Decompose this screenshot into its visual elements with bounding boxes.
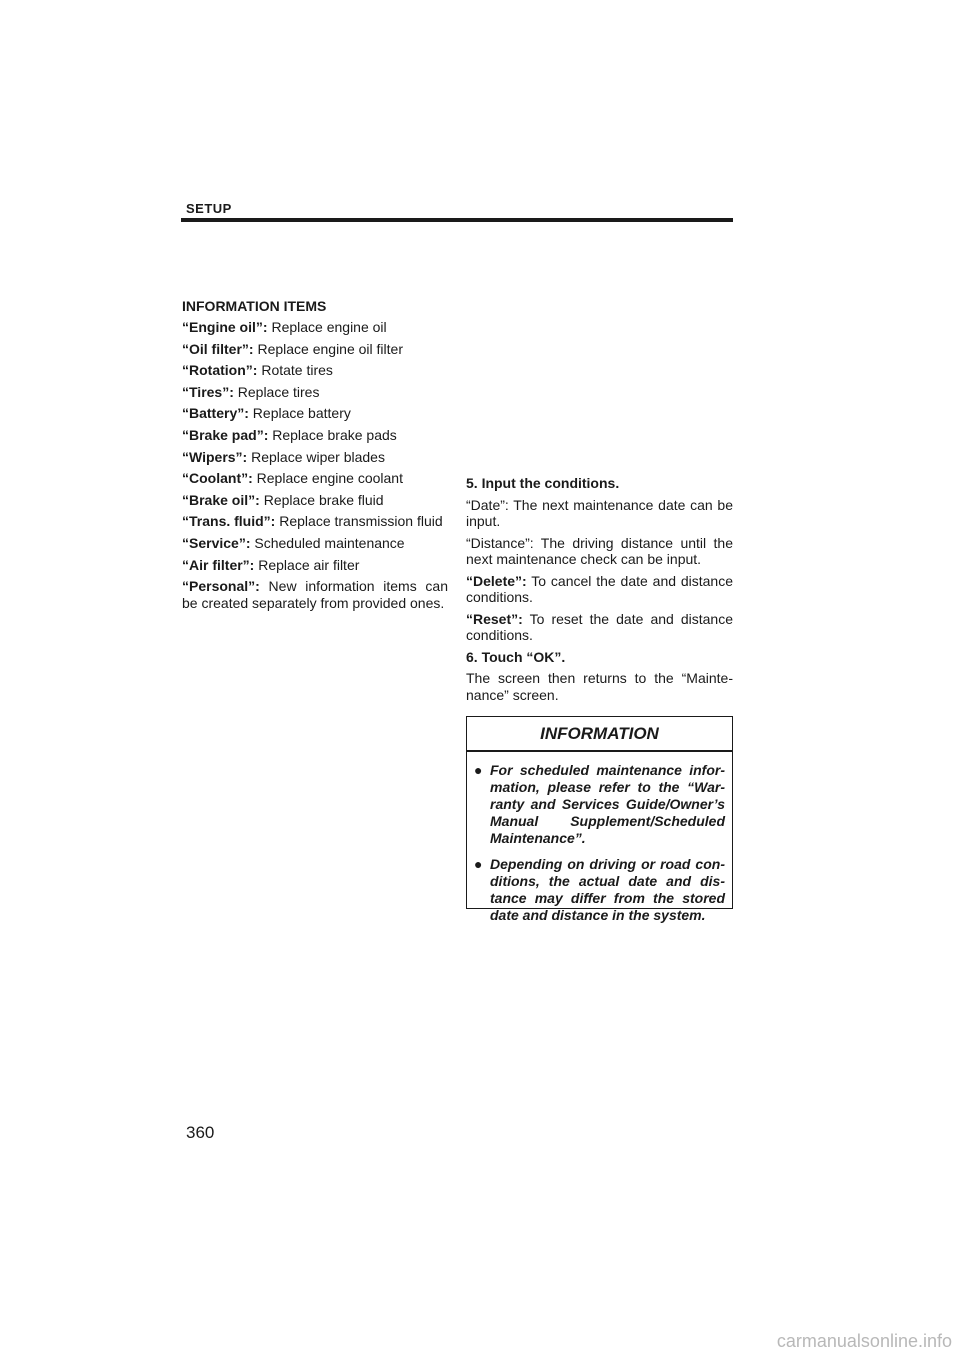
delete-key: “Delete”:	[466, 572, 527, 589]
watermark: carmanualsonline.info	[776, 1331, 952, 1351]
page-number: 360	[186, 1123, 215, 1142]
item-value: Replace brake fluid	[263, 491, 384, 508]
item-key: “Coolant”:	[182, 470, 253, 487]
item-value: Replace wiper blades	[251, 448, 385, 465]
item-key: “Oil filter”:	[182, 340, 254, 357]
list-item	[182, 492, 448, 509]
distance-description: “Distance”: The driving distance until the next maintenance check can be input.	[466, 534, 733, 567]
item-key: “Engine oil”:	[182, 319, 268, 335]
item-value: New information items can be created separately from provided ones.	[182, 578, 449, 612]
delete-description	[466, 573, 733, 606]
bullet-icon: ●	[474, 856, 483, 872]
list-item	[474, 762, 725, 847]
information-list	[467, 762, 732, 924]
list-item	[182, 449, 448, 466]
return-description: The screen then returns to the “Mainte-nance” screen.	[466, 670, 733, 703]
item-value: Replace transmission fluid	[279, 513, 443, 530]
item-key: “Personal”:	[182, 578, 260, 595]
list-item	[182, 384, 448, 401]
step-6-heading: 6. Touch “OK”.	[466, 648, 566, 665]
item-key: “Battery”:	[182, 405, 249, 422]
item-value: Replace battery	[252, 405, 351, 422]
item-key: “Air filter”:	[182, 556, 255, 573]
item-key: “Rotation”:	[182, 362, 258, 379]
information-rule	[467, 750, 732, 752]
item-value: Replace engine oil filter	[257, 340, 403, 357]
delete-text: To cancel the date and distance conditions.	[466, 572, 734, 605]
item-value: Replace air filter	[258, 556, 360, 573]
information-items-column	[182, 298, 448, 617]
information-items-heading: INFORMATION ITEMS	[182, 298, 327, 314]
item-value: Replace engine oil	[271, 319, 387, 335]
header-rule	[181, 218, 733, 222]
item-key: “Trans. fluid”:	[182, 513, 276, 530]
list-item	[182, 470, 448, 487]
step-5-heading: 5. Input the conditions.	[466, 475, 620, 491]
reset-text: To reset the date and distance conditions.	[466, 610, 734, 643]
item-value: Replace brake pads	[272, 426, 397, 443]
list-item	[182, 341, 448, 358]
item-value: Scheduled maintenance	[254, 534, 405, 551]
section-header: SETUP	[186, 201, 232, 216]
item-value: Rotate tires	[261, 362, 333, 379]
date-description: “Date”: The next maintenance date can be input.	[466, 496, 733, 529]
item-key: “Brake pad”:	[182, 426, 269, 443]
list-item	[182, 557, 448, 574]
item-key: “Brake oil”:	[182, 491, 260, 508]
item-value: Replace engine coolant	[256, 470, 403, 487]
list-item	[182, 362, 448, 379]
item-key: “Tires”:	[182, 383, 234, 400]
item-key: “Service”:	[182, 534, 251, 551]
instructions-column	[466, 475, 733, 708]
list-item	[182, 513, 448, 530]
information-title: INFORMATION	[540, 724, 659, 743]
reset-key: “Reset”:	[466, 610, 523, 627]
list-item	[182, 578, 448, 612]
information-text: For scheduled maintenance infor-mation, please refer to the “War-ranty and Services Guide/Owner’s Manual Supplement/Scheduled Maintenance”.	[490, 762, 725, 846]
list-item	[182, 427, 448, 444]
bullet-icon: ●	[474, 762, 483, 778]
list-item	[182, 535, 448, 552]
information-text: Depending on driving or road con-ditions, the actual date and dis-tance may differ from the stored date and distance in the system.	[490, 856, 725, 923]
information-box	[466, 716, 733, 923]
list-item	[182, 319, 448, 336]
reset-description	[466, 611, 733, 644]
list-item	[182, 405, 448, 422]
item-key: “Wipers”:	[182, 448, 248, 465]
list-item	[474, 856, 725, 924]
item-value: Replace tires	[237, 383, 320, 400]
